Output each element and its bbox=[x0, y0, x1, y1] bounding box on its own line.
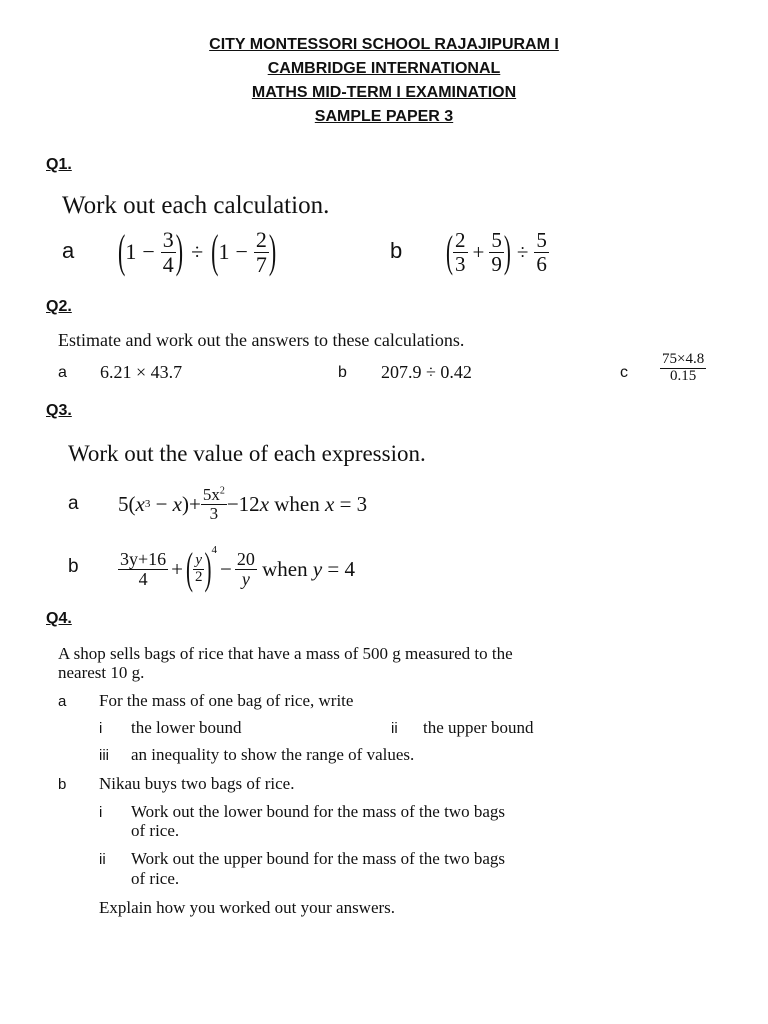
q2-c-letter: c bbox=[620, 364, 628, 381]
q4-intro-line1: A shop sells bags of rice that have a mass of 500 g measured to the bbox=[58, 644, 513, 663]
q2-label: Q2. bbox=[46, 298, 72, 315]
q1-b-fraction-2: $\frac{5}{9}$ bbox=[491, 228, 502, 276]
q3-b-fraction-1: $\frac{3y+16}{4}$ bbox=[120, 548, 167, 589]
q2-c-expression bbox=[660, 352, 706, 385]
q4-b-ii-number: ii bbox=[99, 851, 106, 868]
paper-title: SAMPLE PAPER 3 bbox=[314, 108, 454, 125]
q4-b-i-line2: of rice. bbox=[131, 821, 180, 840]
q4-a-iii-number: iii bbox=[99, 747, 109, 764]
q2-c-fraction: $\frac{75\times 4.8}{0.15}$ bbox=[662, 351, 705, 384]
board-name: CAMBRIDGE INTERNATIONAL bbox=[267, 60, 501, 77]
q1-b-fraction-3: $\frac{5}{6}$ bbox=[536, 228, 547, 276]
q1-a-fraction-1: $\frac{3}{4}$ bbox=[162, 227, 174, 277]
q4-a-i-text: the lower bound bbox=[131, 718, 242, 737]
q1-instruction: Work out each calculation. bbox=[62, 192, 330, 219]
q4-b-ii-line1: Work out the upper bound for the mass of the two bags bbox=[131, 849, 505, 868]
q3-a-fraction: $\frac{5x^2}{3}$ bbox=[202, 484, 225, 523]
q1-a-fraction-2: $\frac{2}{7}$ bbox=[255, 227, 267, 277]
q3-b-fraction-2: $\frac{y}{2}$ bbox=[195, 551, 203, 585]
q4-b-i-line1: Work out the lower bound for the mass of the two bags bbox=[131, 802, 505, 821]
q2-instruction: Estimate and work out the answers to these calculations. bbox=[58, 330, 465, 350]
q1-b-letter: b bbox=[390, 238, 403, 263]
q4-b-text: Nikau buys two bags of rice. bbox=[99, 774, 295, 793]
q2-a-expression: 6.21 × 43.7 bbox=[100, 362, 183, 382]
q1-b-expression: ( $\frac{2}{3}$ + $\frac{5}{9}$ ) ÷ $\frac{5}{6}$ bbox=[446, 225, 547, 277]
q4-a-ii-text: the upper bound bbox=[423, 718, 534, 737]
q3-label: Q3. bbox=[46, 402, 72, 419]
q4-intro-line2: nearest 10 g. bbox=[58, 663, 145, 682]
q2-a-letter: a bbox=[58, 364, 67, 381]
q3-a-expression: 5( x 3 − x )+ $\frac{5x^2}{3}$ −12 x when x = 3 bbox=[118, 484, 368, 523]
q4-a-ii-number: ii bbox=[391, 720, 398, 737]
q4-b-ii-line2: of rice. bbox=[131, 869, 180, 888]
q3-b-letter: b bbox=[68, 556, 79, 577]
q4-a-iii-text: an inequality to show the range of values. bbox=[131, 745, 415, 764]
q3-a-letter: a bbox=[68, 493, 79, 514]
q3-b-expression: $\frac{3y+16}{4}$ + ( $\frac{y}{2}$ ) $^4$ − $\frac{20}{y}$ when y = 4 bbox=[120, 542, 356, 594]
q2-b-letter: b bbox=[338, 364, 347, 381]
q4-b-i-number: i bbox=[99, 804, 103, 821]
q4-label: Q4. bbox=[46, 610, 72, 627]
q4-b-letter: b bbox=[58, 776, 67, 793]
q1-label: Q1. bbox=[46, 156, 72, 173]
q1-a-letter: a bbox=[62, 238, 75, 263]
q2-b-expression: 207.9 ÷ 0.42 bbox=[381, 362, 472, 382]
exam-title: MATHS MID-TERM I EXAMINATION bbox=[251, 84, 517, 101]
q3-b-fraction-3: $\frac{20}{y}$ bbox=[236, 548, 255, 589]
q3-instruction: Work out the value of each expression. bbox=[68, 441, 426, 466]
q4-a-letter: a bbox=[58, 693, 67, 710]
q4-explain-text: Explain how you worked out your answers. bbox=[99, 898, 396, 917]
school-name: CITY MONTESSORI SCHOOL RAJAJIPURAM I bbox=[209, 36, 559, 53]
q1-b-fraction-1: $\frac{2}{3}$ bbox=[455, 228, 466, 276]
q4-a-text: For the mass of one bag of rice, write bbox=[99, 691, 354, 710]
q4-a-i-number: i bbox=[99, 720, 103, 737]
q1-a-expression: ( 1 − $\frac{3}{4}$ ) ÷ ( 1 − $\frac{2}{7}$ ) bbox=[118, 224, 277, 278]
